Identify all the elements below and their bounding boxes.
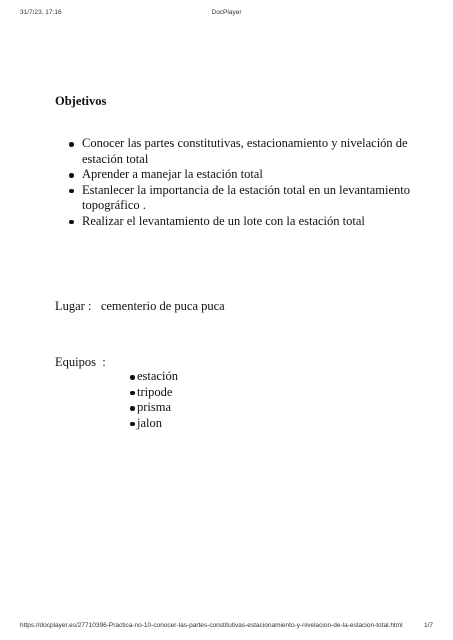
lugar-value: cementerio de puca puca	[100, 299, 225, 313]
site-name: DocPlayer	[211, 9, 242, 16]
bullet-icon	[69, 142, 74, 147]
equipo-text: prisma	[137, 400, 172, 414]
bullet-icon	[69, 220, 74, 225]
bullet-icon	[69, 189, 74, 194]
objective-text: Aprender a manejar la estación total	[82, 167, 263, 181]
print-datetime: 31/7/23, 17:16	[20, 9, 62, 16]
list-item	[55, 167, 415, 183]
section-title: Objetivos	[55, 94, 107, 108]
objective-text: Realizar el levantamiento de un lote con la estación total	[82, 213, 365, 228]
list-item	[130, 369, 178, 385]
list-item	[130, 385, 178, 401]
bullet-icon	[130, 391, 135, 396]
objectives-list	[55, 136, 415, 229]
list-item	[130, 416, 178, 432]
page-number: 1/7	[423, 622, 433, 629]
bullet-icon	[130, 406, 135, 411]
objective-text: Conocer las partes constitutivas, estacionamiento y nivelación de estación total	[82, 136, 408, 166]
bullet-icon	[130, 422, 135, 427]
equipos-label: Equipos :	[55, 355, 106, 369]
bullet-icon	[130, 375, 135, 380]
list-item	[55, 136, 415, 167]
bullet-icon	[69, 173, 74, 178]
page-url: https://docplayer.es/27710396-Practica-no-10-conocer-las-partes-constitutivas-estacionamiento-y-nivelacion-de-la-estacion-total.html	[20, 622, 403, 629]
list-item	[55, 183, 415, 214]
equipo-text: estación	[137, 369, 178, 383]
equipos-list	[130, 369, 178, 431]
print-header	[0, 9, 453, 19]
equipo-text: jalon	[137, 415, 162, 430]
lugar-line	[55, 299, 225, 314]
objective-text: Estanlecer la importancia de la estación total en un levantamiento topográfico .	[82, 182, 410, 212]
lugar-label: Lugar :	[55, 299, 92, 313]
list-item	[130, 400, 178, 416]
list-item	[55, 214, 415, 230]
equipo-text: tripode	[137, 384, 173, 399]
print-footer	[0, 622, 453, 632]
